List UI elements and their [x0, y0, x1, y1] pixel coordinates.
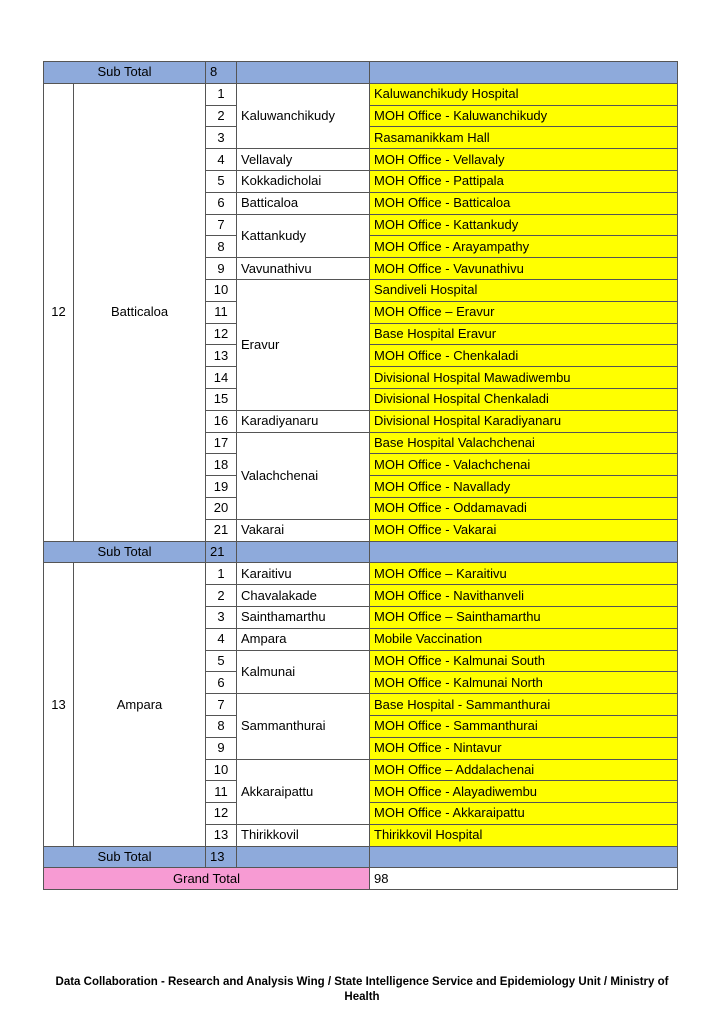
- row-number: 7: [206, 214, 237, 236]
- center-location: MOH Office - Navallady: [370, 476, 678, 498]
- row-number: 3: [206, 127, 237, 149]
- table-row: [44, 563, 678, 585]
- row-number: 18: [206, 454, 237, 476]
- center-location: MOH Office - Sammanthurai: [370, 715, 678, 737]
- row-number: 6: [206, 192, 237, 214]
- center-location: MOH Office - Arayampathy: [370, 236, 678, 258]
- moh-area: Kaluwanchikudy: [237, 83, 370, 148]
- moh-area: Valachchenai: [237, 432, 370, 519]
- center-location: MOH Office - Pattipala: [370, 170, 678, 192]
- row-number: 12: [206, 323, 237, 345]
- subtotal-label: Sub Total: [44, 62, 206, 84]
- moh-area: Batticaloa: [237, 192, 370, 214]
- center-location: Base Hospital Valachchenai: [370, 432, 678, 454]
- footer-line-2: Health: [344, 991, 380, 1003]
- district-name: Batticaloa: [74, 83, 206, 541]
- subtotal-label: Sub Total: [44, 846, 206, 868]
- center-location: MOH Office - Alayadiwembu: [370, 781, 678, 803]
- row-number: 5: [206, 170, 237, 192]
- grand-total-label: Grand Total: [44, 868, 370, 890]
- subtotal-value: 8: [206, 62, 237, 84]
- subtotal-label: Sub Total: [44, 541, 206, 563]
- center-location: MOH Office - Navithanveli: [370, 585, 678, 607]
- moh-area: Vavunathivu: [237, 258, 370, 280]
- center-location: MOH Office - Nintavur: [370, 737, 678, 759]
- subtotal-blank: [237, 541, 370, 563]
- row-number: 17: [206, 432, 237, 454]
- center-location: MOH Office - Oddamavadi: [370, 497, 678, 519]
- center-location: MOH Office - Akkaraipattu: [370, 803, 678, 825]
- center-location: MOH Office - Kalmunai North: [370, 672, 678, 694]
- row-number: 3: [206, 606, 237, 628]
- row-number: 5: [206, 650, 237, 672]
- subtotal-blank: [370, 846, 678, 868]
- center-location: MOH Office - Batticaloa: [370, 192, 678, 214]
- center-location: MOH Office - Vellavaly: [370, 149, 678, 171]
- row-number: 13: [206, 345, 237, 367]
- subtotal-blank: [237, 846, 370, 868]
- center-location: MOH Office – Eravur: [370, 301, 678, 323]
- center-location: MOH Office - Kattankudy: [370, 214, 678, 236]
- row-number: 2: [206, 105, 237, 127]
- moh-area: Vellavaly: [237, 149, 370, 171]
- moh-area: Thirikkovil: [237, 824, 370, 846]
- center-location: MOH Office - Chenkaladi: [370, 345, 678, 367]
- center-location: MOH Office – Addalachenai: [370, 759, 678, 781]
- row-number: 10: [206, 759, 237, 781]
- moh-area: Eravur: [237, 279, 370, 410]
- moh-area: Karaitivu: [237, 563, 370, 585]
- center-location: MOH Office - Valachchenai: [370, 454, 678, 476]
- moh-area: Vakarai: [237, 519, 370, 541]
- moh-area: Sainthamarthu: [237, 606, 370, 628]
- row-number: 8: [206, 236, 237, 258]
- center-location: Divisional Hospital Mawadiwembu: [370, 367, 678, 389]
- subtotal-row: [44, 541, 678, 563]
- center-location: Mobile Vaccination: [370, 628, 678, 650]
- moh-area: Chavalakade: [237, 585, 370, 607]
- row-number: 8: [206, 715, 237, 737]
- center-location: Divisional Hospital Karadiyanaru: [370, 410, 678, 432]
- center-location: Divisional Hospital Chenkaladi: [370, 388, 678, 410]
- vaccination-centers-table: [43, 61, 678, 890]
- row-number: 9: [206, 258, 237, 280]
- row-number: 15: [206, 388, 237, 410]
- center-location: MOH Office – Sainthamarthu: [370, 606, 678, 628]
- moh-area: Kokkadicholai: [237, 170, 370, 192]
- row-number: 1: [206, 563, 237, 585]
- row-number: 4: [206, 628, 237, 650]
- row-number: 14: [206, 367, 237, 389]
- district-number: 12: [44, 83, 74, 541]
- moh-area: Sammanthurai: [237, 694, 370, 759]
- subtotal-value: 13: [206, 846, 237, 868]
- subtotal-row: [44, 846, 678, 868]
- moh-area: Kattankudy: [237, 214, 370, 258]
- center-location: MOH Office - Vavunathivu: [370, 258, 678, 280]
- moh-area: Akkaraipattu: [237, 759, 370, 824]
- row-number: 7: [206, 694, 237, 716]
- center-location: Rasamanikkam Hall: [370, 127, 678, 149]
- footer-credit: [30, 975, 694, 1005]
- row-number: 20: [206, 497, 237, 519]
- center-location: Thirikkovil Hospital: [370, 824, 678, 846]
- row-number: 10: [206, 279, 237, 301]
- center-location: MOH Office – Karaitivu: [370, 563, 678, 585]
- center-location: Kaluwanchikudy Hospital: [370, 83, 678, 105]
- center-location: Base Hospital Eravur: [370, 323, 678, 345]
- moh-area: Kalmunai: [237, 650, 370, 694]
- footer-line-1: Data Collaboration - Research and Analysis Wing / State Intelligence Service and Epidemiology Unit / Ministry of: [55, 976, 669, 988]
- center-location: MOH Office - Vakarai: [370, 519, 678, 541]
- subtotal-blank: [370, 62, 678, 84]
- row-number: 9: [206, 737, 237, 759]
- center-location: Sandiveli Hospital: [370, 279, 678, 301]
- subtotal-value: 21: [206, 541, 237, 563]
- row-number: 11: [206, 781, 237, 803]
- subtotal-blank: [370, 541, 678, 563]
- row-number: 6: [206, 672, 237, 694]
- center-location: MOH Office - Kalmunai South: [370, 650, 678, 672]
- grand-total-value: 98: [370, 868, 678, 890]
- grand-total-row: [44, 868, 678, 890]
- row-number: 19: [206, 476, 237, 498]
- row-number: 1: [206, 83, 237, 105]
- row-number: 4: [206, 149, 237, 171]
- row-number: 12: [206, 803, 237, 825]
- moh-area: Karadiyanaru: [237, 410, 370, 432]
- district-number: 13: [44, 563, 74, 846]
- subtotal-blank: [237, 62, 370, 84]
- moh-area: Ampara: [237, 628, 370, 650]
- row-number: 13: [206, 824, 237, 846]
- row-number: 11: [206, 301, 237, 323]
- row-number: 2: [206, 585, 237, 607]
- district-name: Ampara: [74, 563, 206, 846]
- table-row: [44, 83, 678, 105]
- row-number: 16: [206, 410, 237, 432]
- subtotal-row: [44, 62, 678, 84]
- center-location: Base Hospital - Sammanthurai: [370, 694, 678, 716]
- center-location: MOH Office - Kaluwanchikudy: [370, 105, 678, 127]
- row-number: 21: [206, 519, 237, 541]
